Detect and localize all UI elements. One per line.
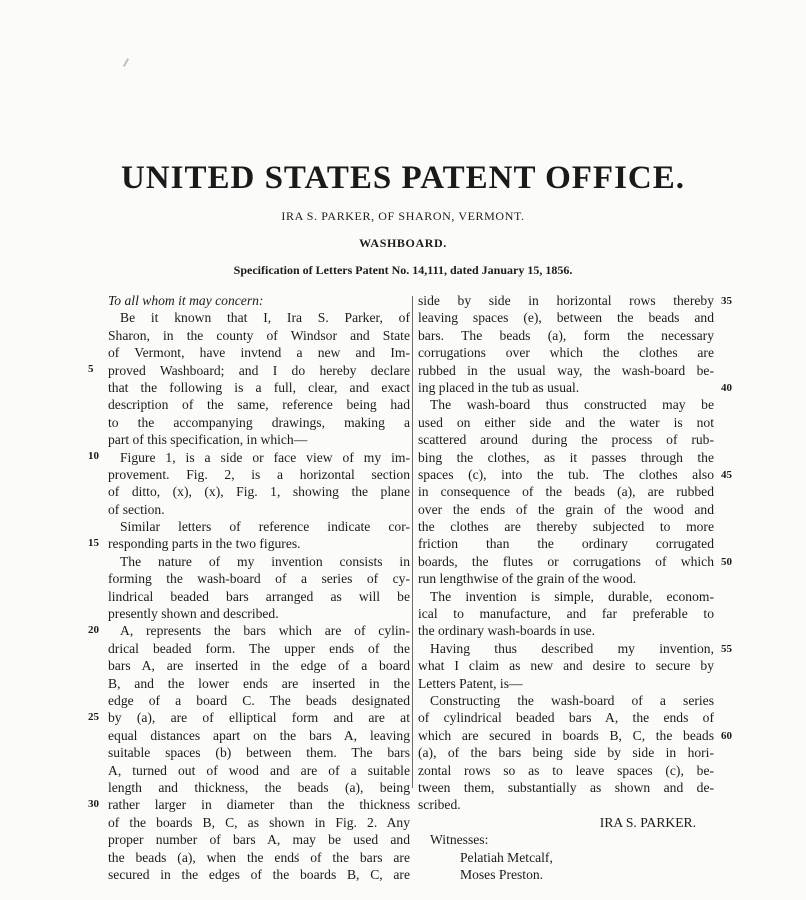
text-line: B, and the lower ends are inserted in the [108, 675, 410, 691]
text-line: proved Washboard; and I do hereby declare [108, 362, 410, 378]
text-line: responding parts in the two figures. [108, 536, 301, 552]
text-line: bars A, are inserted in the edge of a board [108, 658, 410, 674]
text-line: run lengthwise of the grain of the wood. [418, 571, 637, 587]
line-number: 45 [721, 469, 732, 481]
text-line: Sharon, in the county of Windsor and State [108, 327, 410, 343]
text-line: the beads (a), when the ends of the bars are [108, 849, 410, 865]
text-line: tween them, substantially as shown and de- [418, 779, 714, 795]
line-number: 15 [88, 537, 99, 549]
text-line: of the boards B, C, as shown in Fig. 2. Any [108, 814, 410, 830]
text-line: over the ends of the grain of the wood and [418, 501, 714, 517]
text-line: Figure 1, is a side or face view of my im- [120, 449, 410, 465]
text-line: The nature of my invention consists in [120, 553, 410, 569]
text-line: spaces (c), into the tub. The clothes also [418, 466, 714, 482]
text-line: in consequence of the beads (a), are rubbed [418, 484, 714, 500]
line-number: 60 [721, 730, 732, 742]
line-number: 5 [88, 363, 94, 375]
line-number: 35 [721, 295, 732, 307]
text-line: secured in the edges of the boards B, C, are [108, 866, 410, 882]
text-line: to the accompanying drawings, making a [108, 414, 410, 430]
text-line: boards, the flutes or corrugations of which [418, 553, 714, 569]
text-line: A, represents the bars which are of cylin- [120, 623, 410, 639]
left-text-column [108, 292, 410, 883]
office-title: UNITED STATES PATENT OFFICE. [120, 160, 686, 196]
inventor-line: IRA S. PARKER, OF SHARON, VERMONT. [281, 209, 525, 223]
text-line: forming the wash-board of a series of cy- [108, 571, 410, 587]
text-line: (a), of the bars being side by side in hori- [418, 745, 714, 761]
witness-name: Pelatiah Metcalf, [460, 849, 553, 865]
text-line: suitable spaces (b) between them. The bars [108, 745, 410, 761]
text-line: A, turned out of wood and are of a suitable [108, 762, 410, 778]
scan-speck [123, 58, 129, 67]
text-line: of section. [108, 501, 165, 517]
text-line: drical beaded form. The upper ends of the [108, 640, 410, 656]
text-line: Constructing the wash-board of a series [430, 692, 714, 708]
text-line: side by side in horizontal rows thereby [418, 293, 714, 308]
text-line: of ditto, (x), (x), Fig. 1, showing the plane [108, 484, 410, 500]
witness-name: Moses Preston. [460, 866, 544, 882]
text-line: Similar letters of reference indicate cor- [120, 519, 410, 535]
text-line: leaving spaces (e), between the beads and [418, 310, 714, 326]
witnesses-label: Witnesses: [430, 832, 489, 848]
text-line: The wash-board thus constructed may be [430, 397, 714, 413]
text-line: provement. Fig. 2, is a horizontal section [108, 466, 410, 482]
text-line: of Vermont, have invtend a new and Im- [108, 345, 410, 361]
text-line: Having thus described my invention, [430, 640, 714, 656]
text-line: that the following is a full, clear, and exact [108, 379, 410, 395]
text-line: length and thickness, the beads (a), being [108, 779, 410, 795]
text-line: corrugations over which the clothes are [418, 345, 714, 361]
column-divider [412, 296, 413, 788]
line-number: 20 [88, 624, 99, 636]
specification-line: Specification of Letters Patent No. 14,111, dated January 15, 1856. [233, 263, 573, 277]
line-number: 55 [721, 643, 732, 655]
text-line: The invention is simple, durable, econom- [430, 588, 714, 604]
line-number: 40 [721, 382, 732, 394]
text-line: edge of a board C. The beads designated [108, 692, 410, 708]
text-line: which are secured in boards B, C, the beads [418, 727, 714, 743]
text-line: ing placed in the tub as usual. [418, 379, 580, 395]
inventor-signature: IRA S. PARKER. [599, 814, 696, 830]
text-line: lindrical beaded bars arranged as will be [108, 588, 410, 604]
line-number: 10 [88, 450, 99, 462]
text-line: presently shown and described. [108, 606, 279, 622]
text-line: what I claim as new and desire to secure by [418, 658, 714, 674]
text-line: part of this specification, in which— [108, 432, 308, 448]
text-line: by (a), are of elliptical form and are at [108, 710, 410, 726]
text-line: bars. The beads (a), form the necessary [418, 327, 714, 343]
text-line: scribed. [418, 797, 461, 813]
text-line: of cylindrical beaded bars A, the ends of [418, 710, 714, 726]
text-line: bing the clothes, as it passes through the [418, 449, 714, 465]
text-line: Be it known that I, Ira S. Parker, of [120, 310, 410, 326]
right-text-column [418, 292, 714, 883]
line-number: 50 [721, 556, 732, 568]
line-number: 25 [88, 711, 99, 723]
text-line: scattered around during the process of rub- [418, 432, 714, 448]
text-line: rather larger in diameter than the thickness [108, 797, 410, 813]
text-line: Letters Patent, is— [418, 675, 523, 691]
line-number: 30 [88, 798, 99, 810]
text-line: rubbed in the usual way, the wash-board be- [418, 362, 714, 378]
text-line: friction than the ordinary corrugated [418, 536, 714, 552]
salutation: To all whom it may concern: [108, 293, 264, 308]
patent-subject: WASHBOARD. [359, 236, 447, 250]
text-line: the clothes are thereby subjected to more [418, 519, 714, 535]
text-line: used on either side and the water is not [418, 414, 714, 430]
text-line: proper number of bars A, may be used and [108, 832, 410, 848]
text-line: the ordinary wash-boards in use. [418, 623, 596, 639]
text-line: equal distances apart on the bars A, leaving [108, 727, 410, 743]
text-line: description of the same, reference being had [108, 397, 410, 413]
text-line: zontal rows so as to leave spaces (c), be- [418, 762, 714, 778]
text-line: ical to manufacture, and far preferable to [418, 606, 714, 622]
